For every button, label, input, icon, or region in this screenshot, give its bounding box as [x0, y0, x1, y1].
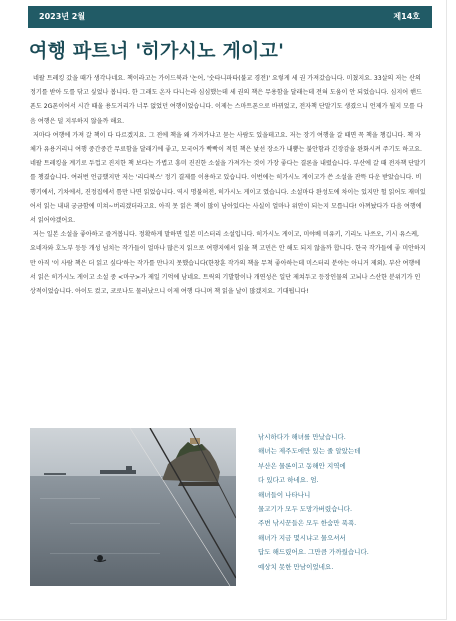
article-paragraph: 네팔 트레킹 갔을 때가 생각나네요. 책이라고는 가이드북과 '논어, '숫타니파타(불교 경전)' 요렇게 세 권 가져갔습니다. 미쳤지요. 33살의 저는 산의 정기를 받아 도를 닦고 싶었나 봅니다. 한 그래도 온자 다니는라 심심했는데 세 권의 책은 무용함을 달래는데 전혀 도움이 안 되었습니다. 심지어 핸드폰도 2G폰이어서 시간 때울 용도거리가 너무 없었던 여행이었습니다. 이제는 스마트폰으로 바뀌었고, 전자책 단말기도 생겼으니 언제가 될지 모를 다음 여행은 덜 지루하지 않을까 해요.	[30, 75, 423, 125]
issue-header-bar	[28, 6, 432, 28]
seaside-fishing-photo	[30, 428, 236, 586]
poem-line: 낚시하다가 해녀를 만났습니다.	[258, 433, 346, 441]
poem-line: 예상치 못한 만남이었네요.	[258, 562, 334, 571]
poem-line: 다 있다고 하네요. 엄.	[258, 476, 319, 485]
issue-date: 2023년 2월	[39, 12, 86, 21]
article-title: 여행 파트너 '히가시노 게이고'	[29, 40, 285, 62]
poem-line: 답도 해드렸어요. 그만큼 가까웠습니다.	[258, 548, 369, 557]
article-body	[30, 72, 426, 299]
poem-line: 부산은 물론이고 동해안 지역에	[258, 461, 346, 470]
poem-line: 물고기가 모두 도망가버렸습니다.	[258, 505, 353, 514]
poem-line: 해녀는 제주도에만 있는 줄 알았는데	[258, 447, 361, 456]
poem-line: 주변 낚시꾼들은 모두 한숨만 푹푹.	[258, 519, 357, 528]
article-paragraph: 저는 일본 소설을 좋아하고 즐겨봅니다. 정확하게 말하면 일본 미스터리 소설입니다. 히가시노 게이고, 미야베 미유키, 기리노 나쓰오, 기시 유스케, 요네자와 호노부 등등 개성 넘치는 작가들이 얼마나 많은지 읽으로 여행지에서 읽을 책 고민은 안 해도 되지 않을까 합니다. 한국 작가들에 좋 미안하지만 아직 '이 사람 책은 더 읽고 싶다'하는 작가를 만나지 못했습니다(한창훈 작가의 책을 무척 좋아하는데 미스터리 분야는 아니거 제외). 부산 여행에서 읽은 히가시노 게이고 소설 중 <마구>가 제일 기억에 남네요. 트릭의 기발함이나 개연성은 일단 제쳐두고 등장인물의 고뇌나 스산한 분위기가 인상적이었습니다. 아이도 컸고, 코로나도 물러났으니 이제 여행 다니며 책 읽을 날이 많겠지요. 기대됩니다!	[30, 231, 426, 296]
issue-number: 제14호	[393, 12, 420, 21]
article-paragraph: 저마다 여행에 가져 갈 책이 다 다르겠지요. 그 전에 책을 왜 가져가냐고 묻는 사람도 있을테고요. 저는 장기 여행을 갈 때면 꼭 책을 챙깁니다. 책 자체가 유용거리니 여행 중간중간 무료함을 달래기에 좋고, 모국어가 빡빡이 적힌 책은 낯선 장소가 내뿜는 불안함과 긴장감을 완화시켜 주기도 하고요. 네팔 트레킹을 계기로 두껍고 진지한 책 보다는 가볍고 흥미 진진한 소설을 가져가는 것이 가장 좋다는 결론을 내렸습니다. 부산에 갈 때 전자책 단말기를 챙겼습니다. 여러번 언급했지만 저는 '리디북스' 정기 결제를 이용하고 있습니다. 이번에는 히가시노 게이고가 쓴 소설을 잔뜩 다운 받았습니다. 비행기에서, 기차에서, 진정집에서 틈만 나면 읽었습니다. 역시 명불허전, 히가시노 게이고 였습니다. 소설마다 완성도에 차이는 있지만 헐 읽어도 재미있어서 읽는 내내 궁금함에 미쳐~버리겠더라고요. 아직 못 읽은 책이 많이 남아있다는 사실이 얼마나 위안이 되는지 모릅니다! 아껴놨다가 다음 여행에서 읽어야겠어요.	[30, 131, 426, 225]
fishing-poem	[258, 430, 438, 574]
poem-line: 해녀가 지금 몇시냐고 물으셔서	[258, 533, 346, 542]
poem-line: 해녀들이 나타나니	[258, 490, 311, 499]
